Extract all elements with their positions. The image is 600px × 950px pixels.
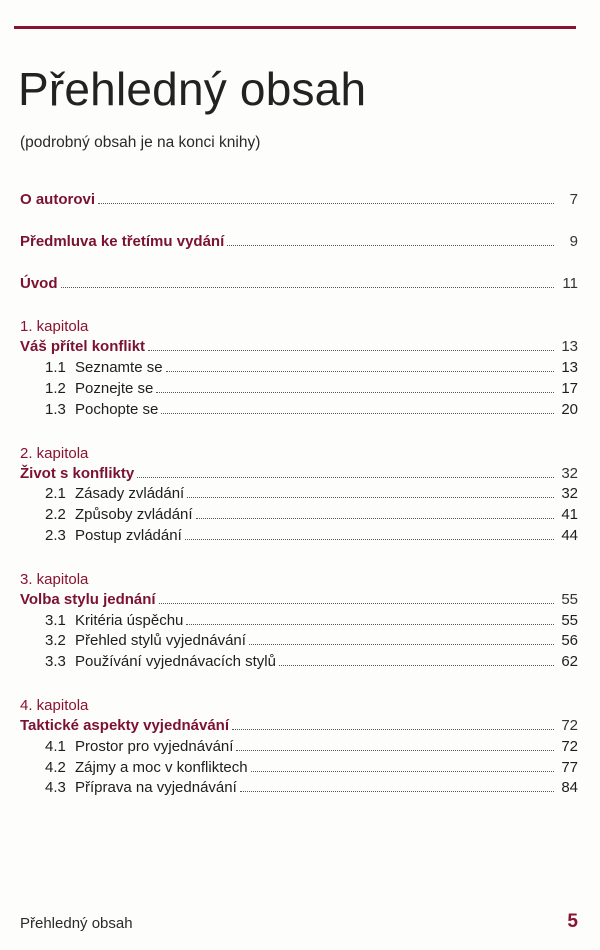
section-label: Příprava na vyjednávání	[75, 779, 237, 797]
toc-entry-page: 72	[561, 716, 578, 734]
section-number: 2.3	[45, 526, 66, 544]
toc-section[interactable]	[20, 505, 578, 526]
toc-section[interactable]	[20, 379, 578, 400]
footer-label: Přehledný obsah	[20, 915, 133, 932]
toc-section[interactable]	[20, 778, 578, 799]
section-number: 2.2	[45, 506, 66, 524]
toc-chapter-title[interactable]	[20, 716, 578, 737]
section-page: 32	[561, 485, 578, 503]
toc-section[interactable]	[20, 484, 578, 505]
section-page: 17	[561, 379, 578, 397]
section-label: Kritéria úspěchu	[75, 611, 184, 629]
toc-chapter-title[interactable]	[20, 590, 578, 611]
section-label: Používání vyjednávacích stylů	[75, 653, 276, 671]
section-page: 56	[561, 632, 578, 650]
section-page: 13	[561, 359, 578, 377]
subtitle: (podrobný obsah je na konci knihy)	[20, 134, 261, 151]
dot-leader	[98, 203, 554, 204]
toc-section[interactable]	[20, 652, 578, 673]
toc-section[interactable]	[20, 631, 578, 652]
chapter-caption: 3. kapitola	[20, 570, 89, 588]
section-page: 84	[561, 779, 578, 797]
dot-leader	[159, 603, 554, 604]
dot-leader	[279, 665, 554, 666]
toc-entry-label: Váš přítel konflikt	[20, 338, 146, 356]
section-page: 44	[561, 526, 578, 544]
toc-entry-uvod[interactable]	[20, 274, 578, 295]
section-label: Způsoby zvládání	[75, 506, 193, 524]
section-page: 20	[561, 400, 578, 418]
toc-entry-page: 32	[561, 464, 578, 482]
toc-entry-predmluva[interactable]	[20, 232, 578, 253]
toc-chapter-title[interactable]	[20, 337, 578, 358]
toc-entry-page: 11	[562, 274, 578, 292]
dot-leader	[161, 413, 554, 414]
toc-entry-page: 55	[561, 590, 578, 608]
section-page: 55	[561, 611, 578, 629]
toc-section[interactable]	[20, 758, 578, 779]
footer-page-number: 5	[567, 911, 578, 932]
section-number: 3.2	[45, 632, 66, 650]
toc-section[interactable]	[20, 737, 578, 758]
toc-entry-page: 7	[569, 191, 578, 208]
chapter-caption: 1. kapitola	[20, 318, 89, 336]
section-number: 4.3	[45, 779, 66, 797]
dot-leader	[196, 518, 554, 519]
toc-entry-o-autorovi[interactable]	[20, 190, 578, 211]
table-of-contents	[20, 190, 578, 799]
section-page: 41	[561, 506, 578, 524]
toc-entry-label: O autorovi	[20, 191, 96, 208]
toc-entry-label: Předmluva ke třetímu vydání	[20, 232, 225, 250]
section-page: 72	[561, 737, 578, 755]
dot-leader	[251, 771, 554, 772]
section-label: Přehled stylů vyjednávání	[75, 632, 246, 650]
section-label: Zájmy a moc v konfliktech	[75, 758, 248, 776]
top-rule	[14, 26, 576, 29]
chapter-caption: 4. kapitola	[20, 696, 89, 714]
section-number: 3.1	[45, 611, 66, 629]
section-number: 1.3	[45, 400, 66, 418]
section-label: Seznamte se	[75, 359, 163, 377]
dot-leader	[236, 750, 554, 751]
dot-leader	[156, 392, 554, 393]
section-number: 1.1	[45, 359, 66, 377]
dot-leader	[240, 791, 554, 792]
toc-entry-label: Volba stylu jednání	[20, 590, 156, 608]
section-label: Postup zvládání	[75, 526, 182, 544]
toc-chapter-title[interactable]	[20, 464, 578, 485]
toc-entry-label: Úvod	[20, 274, 58, 292]
page-title: Přehledný obsah	[18, 63, 367, 115]
section-label: Prostor pro vyjednávání	[75, 737, 234, 755]
section-label: Poznejte se	[75, 379, 154, 397]
section-label: Zásady zvládání	[75, 485, 185, 503]
chapter-caption: 2. kapitola	[20, 444, 89, 462]
section-number: 1.2	[45, 379, 66, 397]
dot-leader	[148, 350, 554, 351]
dot-leader	[166, 371, 554, 372]
toc-entry-page: 13	[561, 338, 578, 356]
toc-entry-page: 9	[569, 232, 578, 250]
toc-entry-label: Život s konflikty	[20, 464, 135, 482]
dot-leader	[232, 729, 554, 730]
toc-section[interactable]	[20, 611, 578, 632]
toc-section[interactable]	[20, 526, 578, 547]
section-label: Pochopte se	[75, 400, 159, 418]
section-number: 3.3	[45, 653, 66, 671]
dot-leader	[227, 245, 554, 246]
dot-leader	[186, 624, 554, 625]
dot-leader	[249, 644, 554, 645]
section-number: 2.1	[45, 485, 66, 503]
toc-section[interactable]	[20, 358, 578, 379]
section-page: 62	[561, 653, 578, 671]
toc-entry-label: Taktické aspekty vyjednávání	[20, 716, 230, 734]
dot-leader	[185, 539, 554, 540]
toc-section[interactable]	[20, 400, 578, 421]
section-number: 4.1	[45, 737, 66, 755]
section-page: 77	[561, 758, 578, 776]
section-number: 4.2	[45, 758, 66, 776]
dot-leader	[137, 477, 554, 478]
dot-leader	[187, 497, 554, 498]
dot-leader	[61, 287, 555, 288]
